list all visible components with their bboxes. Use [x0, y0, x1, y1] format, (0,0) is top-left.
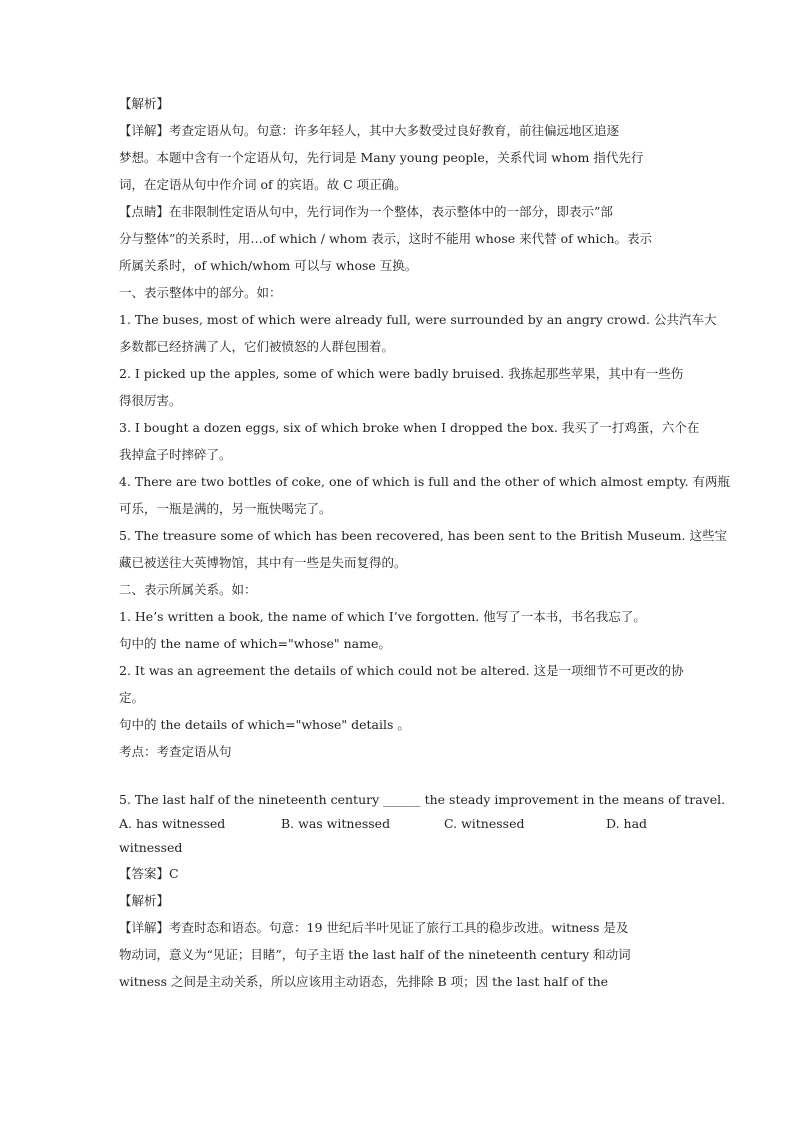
text-line: 【详解】考查定语从句。句意：许多年轻人，其中大多数受过良好教育，前往偏远地区追逐: [119, 123, 620, 138]
question-options: [119, 812, 679, 836]
example-line: 3. I bought a dozen eggs, six of which broke when I dropped the box. 我买了一打鸡蛋，六个在: [119, 420, 700, 435]
answer-line: 【答案】C: [119, 866, 179, 881]
question-stem: 5. The last half of the nineteenth century ______ the steady improvement in the means of travel.: [119, 792, 726, 807]
example-line: 可乐，一瓶是满的，另一瓶快喝完了。: [119, 501, 332, 516]
example-line: 1. The buses, most of which were already full, were surrounded by an angry crowd. 公共汽车大: [119, 312, 717, 327]
example-line: 2. I picked up the apples, some of which were badly bruised. 我拣起那些苹果，其中有一些伤: [119, 366, 684, 381]
example-line: 4. There are two bottles of coke, one of which is full and the other of which almost empty. 有两瓶: [119, 474, 730, 489]
text-line: 梦想。本题中含有一个定语从句，先行词是 Many young people，关系代词 whom 指代先行: [119, 150, 644, 165]
example-line: 句中的 the name of which="whose" name。: [119, 636, 391, 651]
example-line: 我掉盒子时摔碎了。: [119, 447, 232, 462]
text-line: 【详解】考查时态和语态。句意：19 世纪后半叶见证了旅行工具的稳步改进。witness 是及: [119, 920, 629, 935]
option-d-wrap: witnessed: [119, 840, 183, 855]
example-line: 多数都已经挤满了人，它们被愤怒的人群包围着。: [119, 339, 395, 354]
example-line: 得很厉害。: [119, 393, 182, 408]
example-line: 句中的 the details of which="whose" details 。: [119, 717, 410, 732]
option-b: B. was witnessed: [281, 816, 391, 831]
option-c: C. witnessed: [444, 816, 525, 831]
subheading-part-of-whole: 一、表示整体中的部分。如：: [119, 285, 282, 300]
example-line: 2. It was an agreement the details of which could not be altered. 这是一项细节不可更改的协: [119, 663, 684, 678]
option-d: D. had: [606, 816, 648, 831]
text-line: 分与整体”的关系时，用…of which / whom 表示，这时不能用 whose 来代替 of which。表示: [119, 231, 653, 246]
section-heading-analysis: 【解析】: [119, 96, 170, 111]
section-heading-analysis: 【解析】: [119, 893, 170, 908]
example-line: 藏已被送往大英博物馆，其中有一些是失而复得的。: [119, 555, 407, 570]
page-content: [119, 90, 730, 995]
test-point: 考点：考查定语从句: [119, 744, 232, 759]
text-line: witness 之间是主动关系，所以应该用主动语态，先排除 B 项；因 the last half of the: [119, 974, 609, 989]
text-line: 所属关系时，of which/whom 可以与 whose 互换。: [119, 258, 418, 273]
example-line: 定。: [119, 690, 145, 705]
example-line: 1. He’s written a book, the name of which I’ve forgotten. 他写了一本书，书名我忘了。: [119, 609, 646, 624]
spacer: [119, 765, 679, 788]
text-line: 词，在定语从句中作介词 of 的宾语。故 C 项正确。: [119, 177, 407, 192]
option-a: A. has witnessed: [119, 816, 226, 831]
example-line: 5. The treasure some of which has been recovered, has been sent to the British Museum. 这些宝: [119, 528, 727, 543]
text-line: 物动词，意义为“见证；目睹”，句子主语 the last half of the nineteenth century 和动词: [119, 947, 631, 962]
text-line: 【点睛】在非限制性定语从句中，先行词作为一个整体，表示整体中的一部分，即表示”部: [119, 204, 613, 219]
subheading-possession: 二、表示所属关系。如：: [119, 582, 257, 597]
